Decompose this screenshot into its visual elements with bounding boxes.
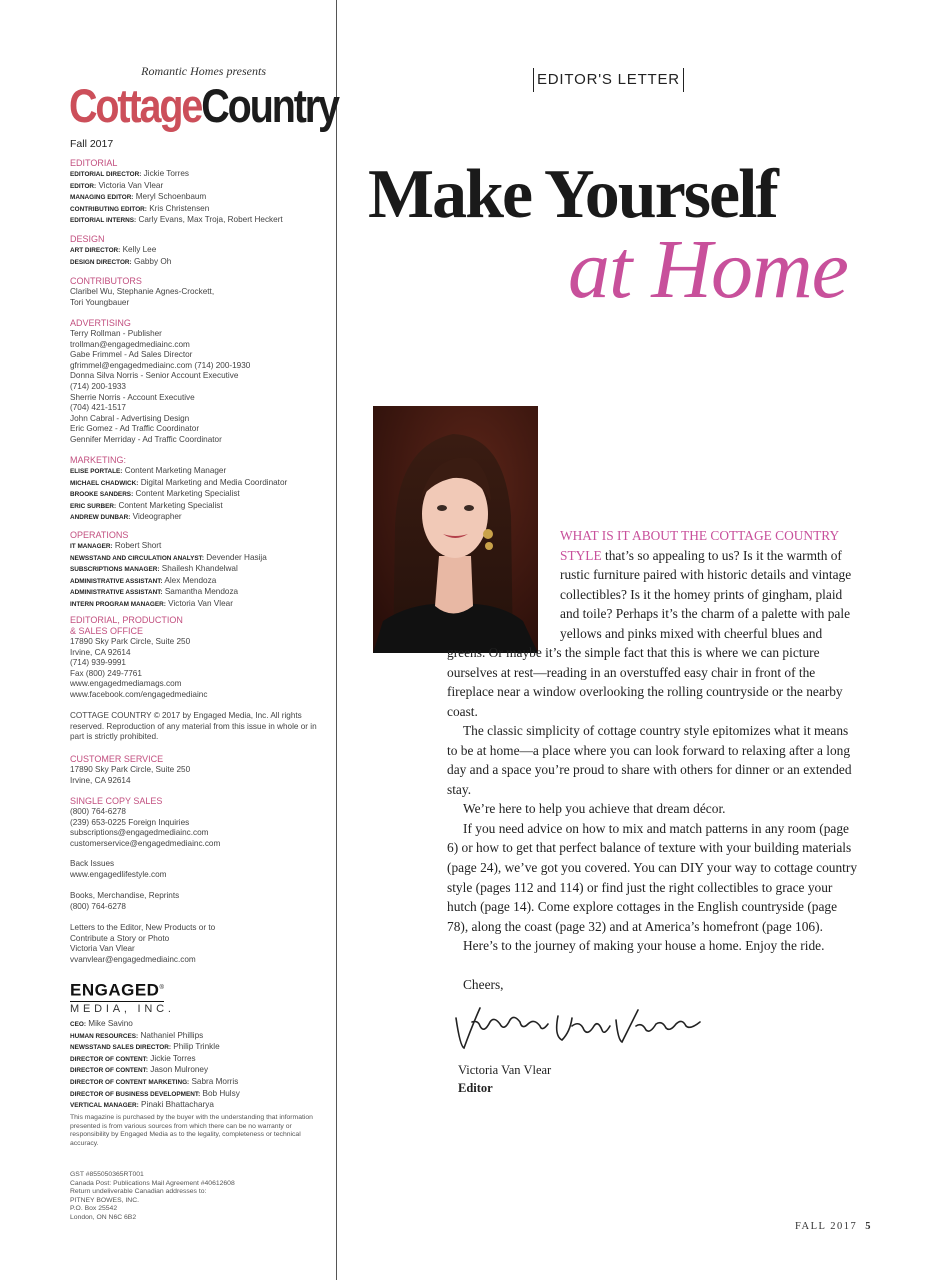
advertising-section (70, 318, 325, 446)
marketing-heading: MARKETING: (70, 455, 127, 465)
office-heading-line1: EDITORIAL, PRODUCTION (70, 615, 183, 625)
design-name: Kelly Lee (122, 245, 157, 254)
postal-line: P.O. Box 25542 (70, 1205, 118, 1213)
letter-p1-tail: greens. Or maybe it’s the simple fact that this is where we can picture ourselves at rest—reading in an overstuffed easy chair in front of the fireplace near a window overlooking the rolling countryside or the nearby coast. (447, 645, 843, 719)
marketing-row (70, 512, 325, 524)
contributors-section (70, 276, 325, 308)
engaged-name: ENGAGED (70, 980, 160, 1000)
design-role: ART DIRECTOR: (70, 247, 121, 254)
engaged-staff-role: DIRECTOR OF CONTENT MARKETING: (70, 1078, 190, 1086)
editorial-heading: EDITORIAL (70, 158, 118, 168)
issue-date: Fall 2017 (70, 138, 114, 150)
design-heading: DESIGN (70, 234, 105, 244)
section-kicker: EDITOR'S LETTER (533, 68, 684, 92)
marketing-list (70, 466, 325, 524)
editorial-row (70, 192, 325, 204)
engaged-staff-name: Bob Hulsy (202, 1088, 240, 1098)
postal-line: Canada Post: Publications Mail Agreement #40612608 (70, 1179, 235, 1187)
advertising-line: Eric Gomez - Ad Traffic Coordinator (70, 424, 200, 434)
engaged-staff-section (70, 1019, 325, 1112)
design-list (70, 245, 325, 268)
editorial-name: Victoria Van Vlear (98, 180, 164, 190)
signer-block (458, 1061, 551, 1097)
editorial-name: Kris Christensen (149, 203, 210, 213)
contributors-line: Claribel Wu, Stephanie Agnes-Crockett, (70, 287, 215, 296)
books-section (70, 891, 325, 912)
office-line: Irvine, CA 92614 (70, 647, 131, 657)
marketing-row (70, 489, 325, 501)
back-issues-section (70, 859, 325, 880)
office-line: 17890 Sky Park Circle, Suite 250 (70, 637, 191, 646)
logo-cottage: Cottage (69, 79, 202, 132)
engaged-staff-name: Sabra Morris (191, 1076, 239, 1086)
single-copy-heading: SINGLE COPY SALES (70, 796, 163, 806)
editorial-name: Meryl Schoenbaum (135, 192, 207, 202)
engaged-staff-name: Jason Mulroney (150, 1065, 209, 1075)
engaged-media-logo (70, 978, 175, 1015)
editorial-role: MANAGING EDITOR: (70, 194, 134, 202)
editorial-name: Jickie Torres (143, 169, 190, 178)
operations-name: Robert Short (114, 541, 162, 550)
books-phone: (800) 764-6278 (70, 901, 126, 911)
customer-service-heading: CUSTOMER SERVICE (70, 754, 164, 764)
marketing-section (70, 455, 325, 524)
letters-line: Contribute a Story or Photo (70, 933, 170, 943)
letter-p1-text: that’s so appealing to us? Is it the warmth of rustic furniture paired with historic details and vintage collectibles? Is it the homey prints of gingham, plaid and toile? Perhaps it’s the charm of a palette with pale yellows and pinks mixed with cheerful blues and (560, 547, 852, 641)
advertising-line: Gennifer Merriday - Ad Traffic Coordinator (70, 434, 222, 444)
operations-row (70, 553, 325, 565)
marketing-row (70, 466, 325, 478)
design-role: DESIGN DIRECTOR: (70, 258, 132, 266)
marketing-role: ELISE PORTALE: (70, 468, 123, 475)
letter-paragraph-1 (560, 526, 860, 643)
engaged-staff-role: DIRECTOR OF CONTENT: (70, 1055, 148, 1063)
marketing-role: ERIC SURBER: (70, 502, 117, 510)
customer-service-line: Irvine, CA 92614 (70, 775, 131, 785)
single-copy-line: customerservice@engagedmediainc.com (70, 838, 221, 848)
engaged-staff-name: Philip Trinkle (173, 1042, 220, 1052)
single-copy-line: (800) 764-6278 (70, 807, 126, 816)
engaged-staff-name: Nathaniel Phillips (140, 1030, 204, 1040)
postal-line: GST #855050365RT001 (70, 1171, 144, 1178)
engaged-staff-role: CEO: (70, 1021, 86, 1028)
advertising-line: Sherrie Norris - Account Executive (70, 392, 195, 402)
engaged-staff-name: Mike Savino (88, 1019, 133, 1028)
postal-section (70, 1171, 322, 1223)
column-divider (336, 0, 337, 1280)
letter-paragraph-4: If you need advice on how to mix and match patterns in any room (page 6) or how to get that perfect balance of texture with your building materials (page 24), we’ve got you covered. You can DIY your way to cottage country style (pages 112 and 114) or find just the right collectibles to grace your hutch (page 14). Come explore cottages in the English countryside (page 78), along the coast (page 32) and at America’s homefront (page 106). (447, 820, 858, 934)
customer-service-line: 17890 Sky Park Circle, Suite 250 (70, 765, 191, 774)
marketing-name: Videographer (132, 512, 182, 522)
engaged-staff-row (70, 1019, 325, 1031)
editor-portrait (373, 406, 538, 653)
letter-paragraph-2: The classic simplicity of cottage country style epitomizes what it means to be at home—a place where you can look forward to relaxing after a long day and a space you’re proud to share with others for dinner or an extended stay. (447, 723, 852, 797)
engaged-staff-role: VERTICAL MANAGER: (70, 1102, 139, 1110)
advertising-heading: ADVERTISING (70, 318, 131, 328)
marketing-role: ANDREW DUNBAR: (70, 514, 131, 522)
headline-line1: Make Yourself (368, 156, 777, 233)
advertising-line: Gabe Frimmel - Ad Sales Director (70, 350, 193, 360)
operations-row (70, 599, 325, 611)
engaged-staff-role: NEWSSTAND SALES DIRECTOR: (70, 1044, 171, 1052)
design-row (70, 257, 325, 269)
office-line: (714) 939-9991 (70, 658, 126, 668)
marketing-row (70, 501, 325, 513)
advertising-line: (714) 200-1933 (70, 381, 126, 391)
magazine-logo (69, 79, 338, 132)
operations-name: Samantha Mendoza (164, 587, 239, 597)
marketing-name: Content Marketing Manager (124, 466, 227, 475)
advertising-line: Donna Silva Norris - Senior Account Executive (70, 371, 239, 381)
editorial-role: CONTRIBUTING EDITOR: (70, 205, 147, 213)
letters-line: vvanvlear@engagedmediainc.com (70, 954, 196, 964)
operations-role: ADMINISTRATIVE ASSISTANT: (70, 589, 163, 597)
folio-issue: FALL 2017 (795, 1221, 858, 1232)
marketing-name: Content Marketing Specialist (118, 500, 223, 510)
engaged-staff-row (70, 1089, 325, 1101)
editorial-row (70, 215, 325, 227)
signer-name: Victoria Van Vlear (458, 1063, 552, 1077)
single-copy-line: (239) 653-0225 Foreign Inquiries (70, 817, 190, 827)
design-row (70, 245, 325, 257)
engaged-staff-row (70, 1065, 325, 1077)
engaged-sub: MEDIA, INC. (70, 1002, 175, 1015)
office-section (70, 615, 325, 701)
operations-row (70, 564, 325, 576)
operations-list (70, 541, 325, 611)
contributors-heading: CONTRIBUTORS (70, 276, 142, 286)
operations-section (70, 530, 325, 611)
editorial-list (70, 169, 325, 227)
office-line: www.engagedmediamags.com (70, 679, 182, 689)
page-number: 5 (865, 1221, 871, 1232)
editorial-row (70, 169, 325, 181)
letter-body (447, 643, 859, 956)
engaged-staff-row (70, 1042, 325, 1054)
disclaimer-text: This magazine is purchased by the buyer with the understanding that information presented is from various sources from which there can be no warranty or responsibility by Engaged Media as to the legality, completeness or technical accuracy. (70, 1114, 313, 1147)
engaged-staff-name: Pinaki Bhattacharya (141, 1100, 214, 1110)
engaged-staff-row (70, 1031, 325, 1043)
operations-role: SUBSCRIPTIONS MANAGER: (70, 566, 160, 574)
marketing-role: MICHAEL CHADWICK: (70, 479, 139, 487)
letter-paragraph-5: Here’s to the journey of making your house a home. Enjoy the ride. (463, 938, 825, 954)
engaged-staff-row (70, 1077, 325, 1089)
advertising-line: (704) 421-1517 (70, 403, 126, 413)
postal-line: Return undeliverable Canadian addresses to: (70, 1188, 207, 1196)
editorial-row (70, 204, 325, 216)
office-line: www.facebook.com/engagedmediainc (70, 689, 208, 699)
operations-heading: OPERATIONS (70, 530, 129, 540)
marketing-name: Digital Marketing and Media Coordinator (140, 477, 288, 487)
office-heading-line2: & SALES OFFICE (70, 626, 144, 636)
office-line: Fax (800) 249-7761 (70, 668, 142, 678)
single-copy-section (70, 796, 325, 849)
marketing-name: Content Marketing Specialist (135, 489, 240, 499)
design-name: Gabby Oh (133, 256, 172, 266)
operations-name: Devender Hasija (206, 552, 267, 562)
operations-row (70, 587, 325, 599)
editorial-role: EDITOR: (70, 182, 97, 190)
handwritten-signature (450, 996, 710, 1061)
marketing-row (70, 478, 325, 490)
letters-line: Victoria Van Vlear (70, 944, 135, 954)
design-section (70, 234, 325, 268)
operations-name: Victoria Van Vlear (168, 598, 233, 608)
portrait-illustration (373, 406, 538, 653)
letter-closing: Cheers, (463, 977, 504, 992)
operations-row (70, 541, 325, 553)
books-label: Books, Merchandise, Reprints (70, 891, 180, 900)
masthead-presents: Romantic Homes presents (141, 64, 266, 78)
page-folio (795, 1221, 870, 1232)
operations-name: Shailesh Khandelwal (161, 564, 238, 574)
operations-row (70, 576, 325, 588)
customer-service-section (70, 754, 325, 786)
engaged-staff-role: HUMAN RESOURCES: (70, 1032, 139, 1040)
postal-line: London, ON N6C 6B2 (70, 1213, 137, 1221)
operations-role: NEWSSTAND AND CIRCULATION ANALYST: (70, 554, 204, 562)
operations-role: INTERN PROGRAM MANAGER: (70, 600, 166, 608)
engaged-staff-list (70, 1019, 325, 1112)
advertising-line: Terry Rollman - Publisher (70, 329, 162, 338)
logo-country: Country (201, 79, 338, 132)
single-copy-line: subscriptions@engagedmediainc.com (70, 828, 209, 838)
editorial-row (70, 181, 325, 193)
copyright-section (70, 711, 325, 743)
advertising-line: gfrimmel@engagedmediainc.com (714) 200-1930 (70, 360, 251, 370)
editorial-role: EDITORIAL DIRECTOR: (70, 171, 142, 178)
advertising-line: John Cabral - Advertising Design (70, 413, 190, 423)
letter-lead-in: WHAT IS IT ABOUT THE COTTAGE COUNTRY STYLE (560, 528, 839, 563)
operations-name: Alex Mendoza (164, 575, 217, 585)
operations-role: IT MANAGER: (70, 543, 113, 550)
letters-line: Letters to the Editor, New Products or to (70, 923, 216, 932)
letters-section (70, 923, 325, 965)
engaged-staff-role: DIRECTOR OF BUSINESS DEVELOPMENT: (70, 1090, 201, 1098)
back-issues-label: Back Issues (70, 859, 115, 868)
advertising-line: trollman@engagedmediainc.com (70, 339, 190, 349)
signer-role: Editor (458, 1081, 493, 1095)
operations-role: ADMINISTRATIVE ASSISTANT: (70, 577, 163, 585)
editorial-role: EDITORIAL INTERNS: (70, 217, 137, 225)
engaged-staff-name: Jickie Torres (150, 1053, 196, 1063)
engaged-staff-role: DIRECTOR OF CONTENT: (70, 1067, 148, 1075)
engaged-staff-row (70, 1054, 325, 1066)
editorial-name: Carly Evans, Max Troja, Robert Heckert (138, 215, 283, 225)
editorial-section (70, 158, 325, 227)
copyright-text: COTTAGE COUNTRY © 2017 by Engaged Media, Inc. All rights reserved. Reproduction of any material from this issue in whole or in part is strictly prohibited. (70, 711, 317, 742)
postal-line: PITNEY BOWES, INC. (70, 1196, 139, 1204)
letter-paragraph-3: We’re here to help you achieve that dream décor. (463, 801, 726, 817)
engaged-staff-row (70, 1100, 325, 1112)
contributors-line: Tori Youngbauer (70, 297, 130, 307)
back-issues-link: www.engagedlifestyle.com (70, 869, 167, 879)
registered-mark: ® (159, 985, 165, 991)
marketing-role: BROOKE SANDERS: (70, 491, 134, 499)
headline-line2: at Home (568, 223, 848, 316)
